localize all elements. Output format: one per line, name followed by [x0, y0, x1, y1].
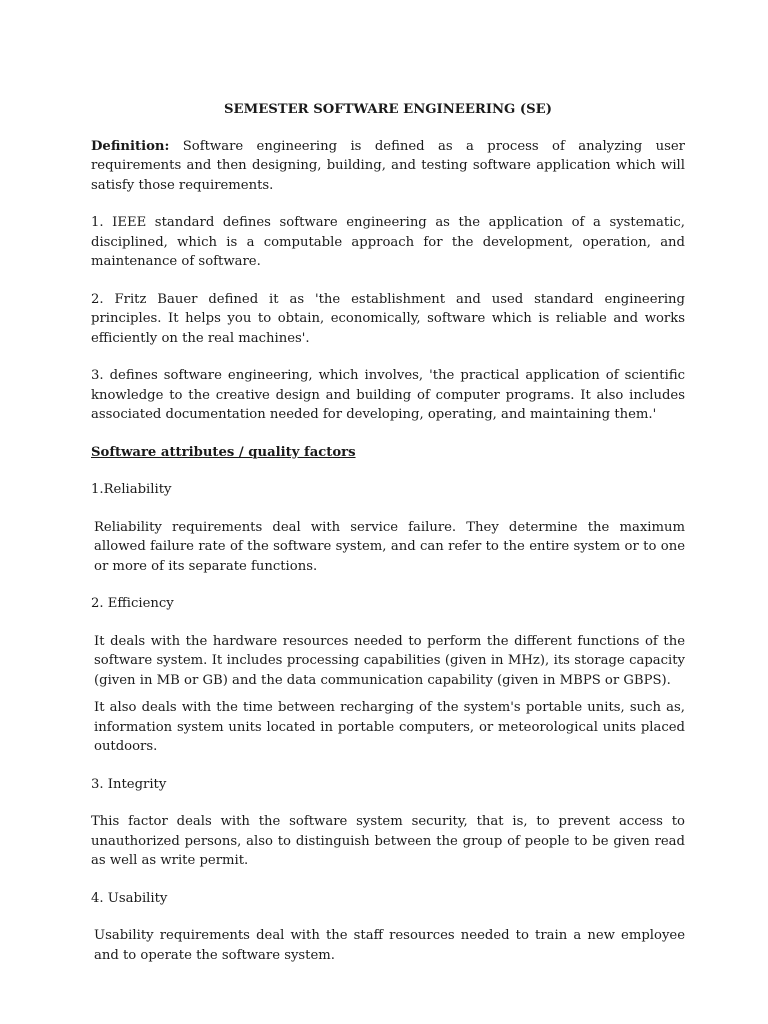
document-page — [91, 100, 685, 983]
definition-paragraph — [91, 137, 685, 196]
point-1: 1. IEEE standard defines software engineering as the application of a systematic, disciplined, which is a computable approach for the development, operation, and maintenance of software. — [91, 215, 685, 269]
attribute-heading-reliability: 1.Reliability — [91, 482, 172, 497]
attribute-heading-usability: 4. Usability — [91, 890, 168, 906]
attribute-heading-integrity: 3. Integrity — [91, 776, 167, 792]
attribute-heading-efficiency: 2. Efficiency — [91, 596, 174, 611]
document-title: SEMESTER SOFTWARE ENGINEERING (SE) — [224, 102, 552, 117]
attribute-text-efficiency-2: It also deals with the time between recharging of the system's portable units, such as, information system units located in portable computers, or meteorological units placed outdoors. — [94, 700, 685, 754]
definition-text: Software engineering is defined as a process of analyzing user requirements and then designing, building, and testing software application which will satisfy those requirements. — [91, 138, 685, 193]
attributes-heading: Software attributes / quality factors — [91, 444, 356, 460]
attribute-text-reliability: Reliability requirements deal with service failure. They determine the maximum allowed failure rate of the software system, and can refer to the entire system or to one or more of its separate functions. — [94, 519, 685, 574]
point-3: 3. defines software engineering, which involves, 'the practical application of scientific knowledge to the creative design and building of computer programs. It also includes associated documentation needed for developing, operating, and maintaining them.' — [91, 368, 685, 422]
attribute-text-usability: Usability requirements deal with the staff resources needed to train a new employee and to operate the software system. — [94, 928, 685, 963]
point-2: 2. Fritz Bauer defined it as 'the establishment and used standard engineering principles. It helps you to obtain, economically, software which is reliable and works efficiently on the real machines'. — [91, 291, 685, 346]
attribute-text-efficiency-1: It deals with the hardware resources needed to perform the different functions of the software system. It includes processing capabilities (given in MHz), its storage capacity (given in MB or GB) and the data communication capability (given in MBPS or GBPS). — [94, 633, 685, 688]
attribute-text-integrity: This factor deals with the software system security, that is, to prevent access to unauthorized persons, also to distinguish between the group of people to be given read as well as write permit. — [91, 814, 685, 868]
definition-label: Definition: — [91, 138, 170, 154]
